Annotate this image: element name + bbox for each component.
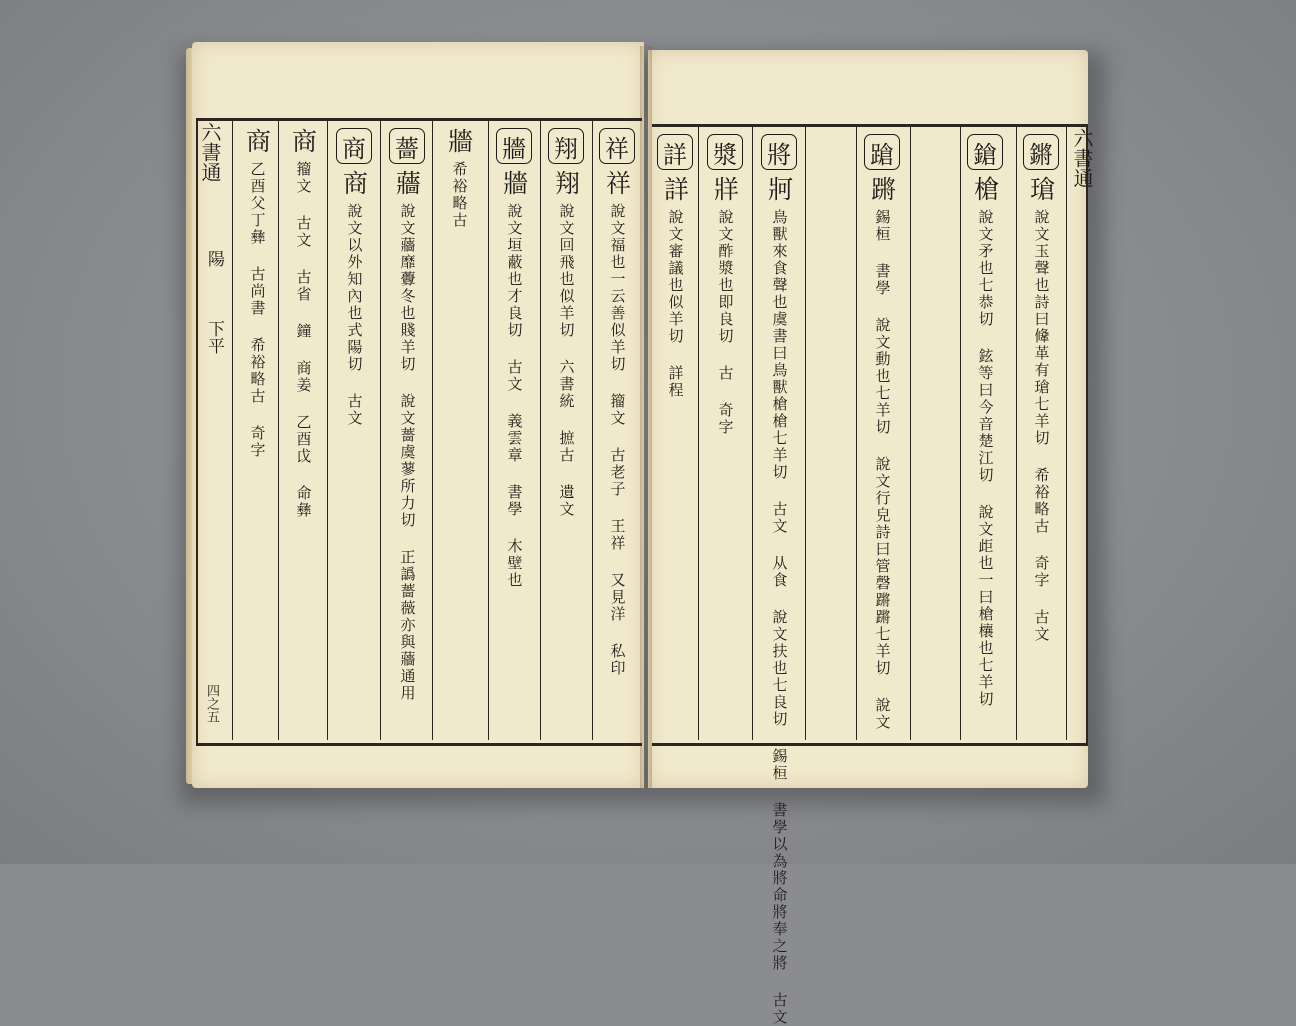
left-margin-folio: 四之五 <box>204 684 219 723</box>
seal-glyph: 商 <box>288 128 318 155</box>
head-character-box: 鏘 <box>1023 134 1059 170</box>
seal-glyph: 翔 <box>551 170 581 197</box>
annotation: 說文回飛也似羊切 六書統 摭古 遺文 <box>557 203 576 518</box>
column-rule <box>1016 127 1017 740</box>
column-rule <box>805 127 806 740</box>
annotation: 說文垣蔽也才良切 古文 義雲章 書學 木壁也 <box>505 203 524 589</box>
entry-column <box>594 128 640 677</box>
seal-glyph: 牆 <box>499 170 529 197</box>
annotation: 說文酢漿也即良切 古 奇字 <box>716 209 735 436</box>
seal-glyph: 商 <box>242 128 272 155</box>
entry-column <box>756 134 802 1026</box>
annotation: 說文矛也七恭切 鉉等曰今音楚江切 說文歫也一曰槍欀也七羊切 <box>976 209 995 708</box>
annotation: 錫桓 書學 說文動也七羊切 說文行皃詩曰管磬蹡蹡七羊切 說文 <box>873 209 892 731</box>
left-margin-title: 六書通 <box>198 122 222 182</box>
annotation: 說文玉聲也詩曰鞗革有瑲七羊切 希裕略古 奇字 古文 <box>1032 209 1051 643</box>
annotation: 鳥獸來食聲也虞書曰鳥獸槍槍七羊切 古文 从食 說文扶也七良切 錫桓 書學以為將命將奉之將 古文 <box>770 209 789 1026</box>
head-character-box: 商 <box>336 128 372 164</box>
column-rule <box>592 121 593 740</box>
head-character-box: 翔 <box>548 128 584 164</box>
column-rule <box>960 127 961 740</box>
entry-column <box>491 128 537 589</box>
head-character-box: 蹌 <box>864 134 900 170</box>
head-character-box: 祥 <box>599 128 635 164</box>
column-rule <box>380 121 381 740</box>
seal-glyph: 蹡 <box>867 176 897 203</box>
column-rule <box>327 121 328 740</box>
seal-glyph: 祥 <box>602 170 632 197</box>
column-rule <box>1066 127 1067 740</box>
seal-glyph: 牂 <box>710 176 740 203</box>
entry-column <box>280 128 326 519</box>
entry-column <box>962 134 1008 708</box>
column-rule <box>856 127 857 740</box>
head-character-box: 薔 <box>389 128 425 164</box>
annotation: 籀文 古文 古省 鐘 商姜 乙酉戉 命彝 <box>294 161 313 519</box>
seal-glyph: 詳 <box>660 176 690 203</box>
seal-glyph: 商 <box>339 170 369 197</box>
column-rule <box>752 127 753 740</box>
head-character-box: 詳 <box>657 134 693 170</box>
head-character-box: 鎗 <box>967 134 1003 170</box>
entry-column <box>702 134 748 436</box>
entry-column <box>652 134 698 399</box>
left-margin-section: 陽 <box>204 250 224 267</box>
seal-glyph: 牁 <box>764 176 794 203</box>
entry-column <box>234 128 280 459</box>
annotation: 說文蘠靡虋冬也賤羊切 說文薔虞蓼所力切 正譌薔薇亦與蘠通用 <box>398 203 417 702</box>
annotation: 希裕略古 <box>450 161 469 229</box>
seal-glyph: 蘠 <box>392 170 422 197</box>
seal-glyph: 牆 <box>444 128 474 155</box>
left-margin-volume: 下平 <box>204 320 224 354</box>
column-rule <box>488 121 489 740</box>
column-rule <box>232 121 233 740</box>
entry-column <box>543 128 589 518</box>
entry-column <box>384 128 430 702</box>
annotation: 乙酉父丁彝 古尚書 希裕略古 奇字 <box>248 161 267 459</box>
annotation: 說文福也一云善似羊切 籀文 古老子 王祥 又見洋 私印 <box>608 203 627 677</box>
head-character-box: 漿 <box>707 134 743 170</box>
entry-column <box>331 128 377 427</box>
entry-column <box>1018 134 1064 643</box>
head-character-box: 將 <box>761 134 797 170</box>
right-margin-title: 六書通 <box>1070 128 1094 188</box>
annotation: 說文以外知內也式陽切 古文 <box>345 203 364 427</box>
seal-glyph: 瑲 <box>1026 176 1056 203</box>
annotation: 說文審議也似羊切 詳程 <box>666 209 685 399</box>
column-rule <box>910 127 911 740</box>
column-rule <box>432 121 433 740</box>
column-rule <box>698 127 699 740</box>
entry-column <box>436 128 482 229</box>
column-rule <box>540 121 541 740</box>
entry-column <box>859 134 905 731</box>
seal-glyph: 槍 <box>970 176 1000 203</box>
head-character-box: 牆 <box>496 128 532 164</box>
